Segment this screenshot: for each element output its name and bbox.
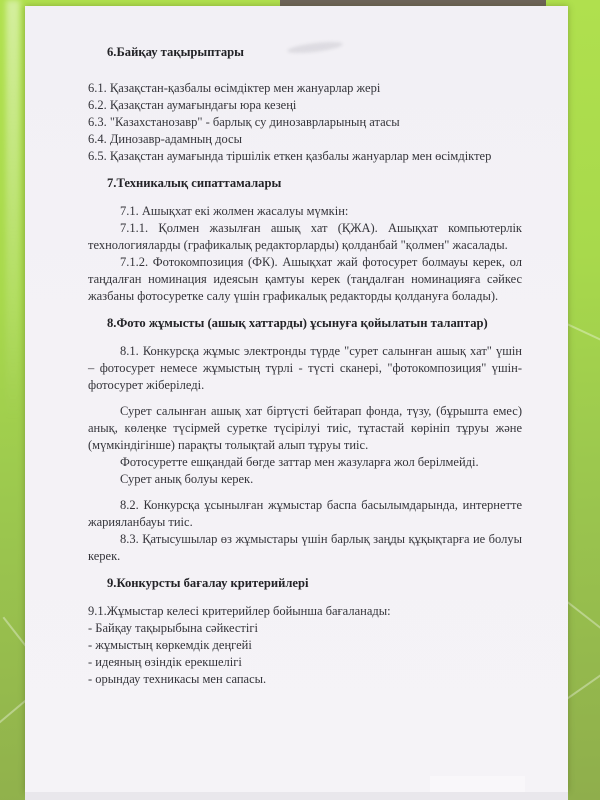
section-heading: 8.Фото жұмысты (ашық хаттарды) ұсынуға қойылатын талаптар) [107,316,488,330]
section-heading: 9.Конкурсты бағалау критерийлері [107,576,309,590]
paragraph: 7.1. Ашықхат екі жолмен жасалуы мүмкін: [120,204,349,218]
paragraph: 7.1.1. Қолмен жазылған ашық хат (ҚЖА). Ашықхат компьютерлік технологияларды (графикалық редакторларды) қолданбай "қолмен" жасалады. [88,221,522,252]
paragraph: Сурет анық болуы керек. [120,472,254,486]
list-item: - идеяның өзіндік ерекшелігі [88,655,242,669]
paragraph: 7.1.2. Фотокомпозиция (ФК). Ашықхат жай фотосурет болмауы керек, ол таңдалған номинация идеясын қамтуы керек (таңдалған номинацияға сәйкес жазбаны фотосуретке салу үшін графикалық редакторды қолдануға болады). [88,255,522,303]
list-item: 6.2. Қазақстан аумағындағы юра кезеңі [88,98,297,112]
section-heading: 7.Техникалық сипаттамалары [107,176,282,190]
section-heading: 6.Байқау тақырыптары [107,45,244,59]
section-photo-requirements [88,315,522,565]
paragraph: 9.1.Жұмыстар келесі критерийлер бойынша бағаланады: [88,604,391,618]
section-evaluation-criteria [88,575,522,688]
document-page [25,6,568,792]
page-bottom-edge [25,792,568,800]
list-item: 6.1. Қазақстан-қазбалы өсімдіктер мен жануарлар жері [88,81,381,95]
paragraph: 8.1. Конкурсқа жұмыс электронды түрде "сурет салынған ашық хат" үшін – фотосурет немесе жұмыстың түрлі - түсті сканері, "фотокомпозиция" үшін- фотосурет жіберіледі. [88,344,522,392]
list-item: - жұмыстың көркемдік деңгейі [88,638,252,652]
green-margin-highlight [6,0,20,420]
list-item: - Байқау тақырыбына сәйкестігі [88,621,258,635]
section-contest-topics [88,44,522,165]
paragraph: Фотосуретте ешқандай бөгде заттар мен жазуларға жол берілмейді. [120,455,479,469]
list-item: 6.4. Динозавр-адамның досы [88,132,242,146]
list-item: 6.5. Қазақстан аумағында тіршілік еткен қазбалы жануарлар мен өсімдіктер [88,149,492,163]
list-item: - орындау техникасы мен сапасы. [88,672,267,686]
list-item: 6.3. "Казахстанозавр" - барлық су динозаврларының атасы [88,115,400,129]
paragraph: 8.2. Конкурсқа ұсынылған жұмыстар баспа басылымдарында, интернетте жарияланбауы тиіс. [88,498,522,529]
section-technical-specs [88,175,522,305]
paragraph: 8.3. Қатысушылар өз жұмыстары үшін барлық заңды құқықтарға ие болуы керек. [88,532,522,563]
paragraph: Сурет салынған ашық хат біртүсті бейтарап фонда, түзу, (бұрышта емес) анық, көлеңке түсірмей суретке түсірілуі тиіс, тұтастай көрініп тұруы және (мүмкіндігінше) парақты толықтай алып тұруы тиіс. [88,404,522,452]
